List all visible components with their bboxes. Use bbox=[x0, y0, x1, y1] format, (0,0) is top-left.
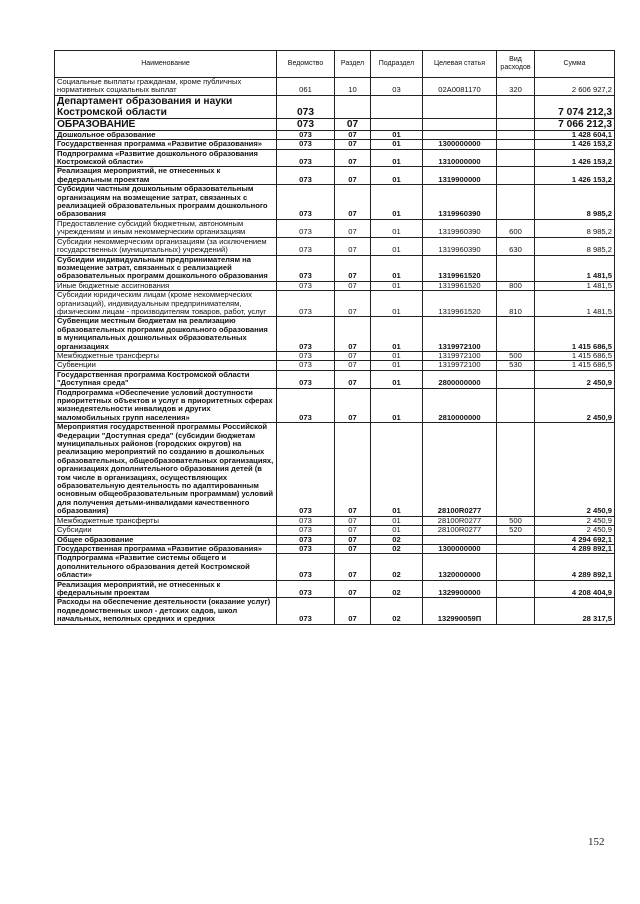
row-vedomstvo-cell: 073 bbox=[277, 516, 335, 525]
row-name-cell: Субсидии некоммерческим организациям (за исключением государственных (муниципальных) учреждений) bbox=[55, 237, 277, 255]
row-vid-cell bbox=[497, 317, 535, 352]
row-razdel-cell: 07 bbox=[335, 516, 371, 525]
row-summa-cell: 2 450,9 bbox=[535, 388, 615, 423]
row-razdel-cell: 07 bbox=[335, 351, 371, 360]
row-vid-cell: 500 bbox=[497, 351, 535, 360]
row-summa-cell: 2 450,9 bbox=[535, 423, 615, 516]
row-summa-cell: 1 415 686,5 bbox=[535, 361, 615, 370]
row-podrazdel-cell: 01 bbox=[371, 388, 423, 423]
row-name-cell: Субвенции местным бюджетам на реализацию образовательных программ дошкольного образования в муниципальных дошкольных образовательных организациях bbox=[55, 317, 277, 352]
header-vid: Вид расходов bbox=[497, 51, 535, 78]
row-vedomstvo-cell: 073 bbox=[277, 317, 335, 352]
table-row bbox=[55, 167, 615, 185]
table-row bbox=[55, 185, 615, 220]
row-name-cell: Предоставление субсидий бюджетным, автономным учреждениям и иным некоммерческим организациям bbox=[55, 219, 277, 237]
row-razdel-cell: 07 bbox=[335, 118, 371, 130]
row-vid-cell bbox=[497, 598, 535, 624]
row-razdel-cell: 07 bbox=[335, 370, 371, 388]
header-razdel: Раздел bbox=[335, 51, 371, 78]
row-summa-cell: 7 074 212,3 bbox=[535, 95, 615, 118]
row-razdel-cell: 07 bbox=[335, 423, 371, 516]
row-razdel-cell: 07 bbox=[335, 281, 371, 290]
row-podrazdel-cell: 01 bbox=[371, 317, 423, 352]
row-celevaya-cell: 1300000000 bbox=[423, 140, 497, 149]
table-row bbox=[55, 291, 615, 317]
row-celevaya-cell: 1319972100 bbox=[423, 361, 497, 370]
row-name-cell: Субсидии bbox=[55, 526, 277, 535]
header-summa: Сумма bbox=[535, 51, 615, 78]
row-vid-cell: 630 bbox=[497, 237, 535, 255]
row-celevaya-cell: 2800000000 bbox=[423, 370, 497, 388]
row-name-cell: Государственная программа Костромской области "Доступная среда" bbox=[55, 370, 277, 388]
row-vid-cell bbox=[497, 255, 535, 281]
row-vedomstvo-cell: 073 bbox=[277, 370, 335, 388]
row-celevaya-cell: 02А0081170 bbox=[423, 78, 497, 96]
row-vedomstvo-cell: 073 bbox=[277, 361, 335, 370]
row-name-cell: Расходы на обеспечение деятельности (оказание услуг) подведомственных школ - детских садов, школ начальных, неполных средних и средних bbox=[55, 598, 277, 624]
row-name-cell: Дошкольное образование bbox=[55, 130, 277, 139]
table-row bbox=[55, 130, 615, 139]
row-summa-cell: 1 426 153,2 bbox=[535, 167, 615, 185]
row-vid-cell bbox=[497, 544, 535, 553]
row-celevaya-cell: 28100R0277 bbox=[423, 423, 497, 516]
row-razdel-cell: 07 bbox=[335, 185, 371, 220]
row-name-cell: ОБРАЗОВАНИЕ bbox=[55, 118, 277, 130]
row-summa-cell: 1 426 153,2 bbox=[535, 140, 615, 149]
row-vid-cell: 520 bbox=[497, 526, 535, 535]
table-row bbox=[55, 317, 615, 352]
row-podrazdel-cell: 01 bbox=[371, 140, 423, 149]
row-name-cell: Подпрограмма «Обеспечение условий доступности приоритетных объектов и услуг в приоритетных сферах жизнедеятельности инвалидов и других маломобильных групп населения» bbox=[55, 388, 277, 423]
row-celevaya-cell: 1319972100 bbox=[423, 351, 497, 360]
row-vid-cell bbox=[497, 554, 535, 580]
row-podrazdel-cell: 01 bbox=[371, 130, 423, 139]
row-summa-cell: 4 208 404,9 bbox=[535, 580, 615, 598]
row-vedomstvo-cell: 073 bbox=[277, 535, 335, 544]
row-vedomstvo-cell: 073 bbox=[277, 598, 335, 624]
row-celevaya-cell: 1319960390 bbox=[423, 237, 497, 255]
row-vid-cell bbox=[497, 370, 535, 388]
row-name-cell: Государственная программа «Развитие образования» bbox=[55, 544, 277, 553]
row-celevaya-cell bbox=[423, 95, 497, 118]
row-name-cell: Межбюджетные трансферты bbox=[55, 516, 277, 525]
row-summa-cell: 4 289 892,1 bbox=[535, 554, 615, 580]
row-summa-cell: 8 985,2 bbox=[535, 219, 615, 237]
row-name-cell: Подпрограмма «Развитие дошкольного образования Костромской области» bbox=[55, 149, 277, 167]
row-name-cell: Субвенции bbox=[55, 361, 277, 370]
row-podrazdel-cell bbox=[371, 118, 423, 130]
row-podrazdel-cell: 02 bbox=[371, 554, 423, 580]
table-row bbox=[55, 237, 615, 255]
table-row bbox=[55, 516, 615, 525]
row-vedomstvo-cell: 073 bbox=[277, 95, 335, 118]
table-row bbox=[55, 554, 615, 580]
row-vedomstvo-cell: 073 bbox=[277, 219, 335, 237]
row-summa-cell: 1 415 686,5 bbox=[535, 317, 615, 352]
table-row bbox=[55, 580, 615, 598]
row-vid-cell: 500 bbox=[497, 516, 535, 525]
row-vid-cell: 600 bbox=[497, 219, 535, 237]
row-name-cell: Социальные выплаты гражданам, кроме публичных нормативных социальных выплат bbox=[55, 78, 277, 96]
row-name-cell: Государственная программа «Развитие образования» bbox=[55, 140, 277, 149]
row-podrazdel-cell: 01 bbox=[371, 219, 423, 237]
table-row bbox=[55, 370, 615, 388]
row-vid-cell bbox=[497, 130, 535, 139]
row-razdel-cell: 07 bbox=[335, 580, 371, 598]
row-summa-cell: 4 294 692,1 bbox=[535, 535, 615, 544]
table-body bbox=[55, 78, 615, 625]
row-vid-cell: 530 bbox=[497, 361, 535, 370]
row-celevaya-cell: 28100R0277 bbox=[423, 516, 497, 525]
row-vid-cell bbox=[497, 118, 535, 130]
row-summa-cell: 1 481,5 bbox=[535, 255, 615, 281]
row-celevaya-cell: 1329900000 bbox=[423, 580, 497, 598]
row-razdel-cell: 07 bbox=[335, 149, 371, 167]
row-celevaya-cell: 1319960390 bbox=[423, 185, 497, 220]
row-celevaya-cell: 1319900000 bbox=[423, 167, 497, 185]
row-podrazdel-cell: 03 bbox=[371, 78, 423, 96]
row-razdel-cell: 07 bbox=[335, 526, 371, 535]
row-podrazdel-cell: 01 bbox=[371, 351, 423, 360]
row-podrazdel-cell: 02 bbox=[371, 544, 423, 553]
row-celevaya-cell bbox=[423, 130, 497, 139]
row-summa-cell: 2 450,9 bbox=[535, 516, 615, 525]
table-row bbox=[55, 535, 615, 544]
row-vid-cell bbox=[497, 423, 535, 516]
row-podrazdel-cell: 01 bbox=[371, 291, 423, 317]
table-row bbox=[55, 544, 615, 553]
row-vedomstvo-cell: 073 bbox=[277, 281, 335, 290]
row-vedomstvo-cell: 073 bbox=[277, 544, 335, 553]
row-vedomstvo-cell: 073 bbox=[277, 423, 335, 516]
table-row bbox=[55, 78, 615, 96]
row-podrazdel-cell: 01 bbox=[371, 185, 423, 220]
row-summa-cell: 8 985,2 bbox=[535, 185, 615, 220]
row-name-cell: Мероприятия государственной программы Российской Федерации "Доступная среда" (субсидии бюджетам муниципальных районов (городских округов) на реализацию мероприятий по созданию в дошкольных образовательных, общеобразовательных организациях, организациях дополнительного образования детей (в том числе в организациях, осуществляющих образовательную деятельность по адаптированным основным общеобразовательным программам) условий для получения детьми-инвалидами качественного образования) bbox=[55, 423, 277, 516]
row-vedomstvo-cell: 073 bbox=[277, 580, 335, 598]
row-name-cell: Подпрограмма «Развитие системы общего и дополнительного образования детей Костромской области» bbox=[55, 554, 277, 580]
row-razdel-cell: 07 bbox=[335, 167, 371, 185]
row-vid-cell bbox=[497, 185, 535, 220]
table-row bbox=[55, 118, 615, 130]
table-row bbox=[55, 281, 615, 290]
row-vid-cell bbox=[497, 149, 535, 167]
table-row bbox=[55, 219, 615, 237]
header-name: Наименование bbox=[55, 51, 277, 78]
row-vedomstvo-cell: 061 bbox=[277, 78, 335, 96]
row-podrazdel-cell: 01 bbox=[371, 516, 423, 525]
row-podrazdel-cell: 01 bbox=[371, 149, 423, 167]
row-razdel-cell: 07 bbox=[335, 317, 371, 352]
page-number: 152 bbox=[588, 836, 605, 848]
table-row bbox=[55, 140, 615, 149]
row-vedomstvo-cell: 073 bbox=[277, 237, 335, 255]
row-podrazdel-cell: 01 bbox=[371, 281, 423, 290]
row-celevaya-cell: 28100R0277 bbox=[423, 526, 497, 535]
header-celevaya: Целевая статья bbox=[423, 51, 497, 78]
row-summa-cell: 4 289 892,1 bbox=[535, 544, 615, 553]
row-razdel-cell: 07 bbox=[335, 535, 371, 544]
row-razdel-cell: 07 bbox=[335, 544, 371, 553]
row-summa-cell: 2 450,9 bbox=[535, 526, 615, 535]
header-vedomstvo: Ведомство bbox=[277, 51, 335, 78]
row-vid-cell: 800 bbox=[497, 281, 535, 290]
table-row bbox=[55, 95, 615, 118]
row-name-cell: Общее образование bbox=[55, 535, 277, 544]
table-row bbox=[55, 526, 615, 535]
row-razdel-cell: 07 bbox=[335, 598, 371, 624]
row-summa-cell: 8 985,2 bbox=[535, 237, 615, 255]
row-celevaya-cell: 1319961520 bbox=[423, 291, 497, 317]
row-vid-cell bbox=[497, 535, 535, 544]
row-celevaya-cell: 1300000000 bbox=[423, 544, 497, 553]
row-summa-cell: 28 317,5 bbox=[535, 598, 615, 624]
budget-table bbox=[54, 50, 615, 625]
row-summa-cell: 1 481,5 bbox=[535, 281, 615, 290]
row-name-cell: Субсидии юридическим лицам (кроме некоммерческих организаций), индивидуальным предпринимателям, физическим лицам - производителям товаров, работ, услуг bbox=[55, 291, 277, 317]
row-celevaya-cell bbox=[423, 118, 497, 130]
row-vid-cell bbox=[497, 580, 535, 598]
table-row bbox=[55, 598, 615, 624]
row-celevaya-cell: 132990059П bbox=[423, 598, 497, 624]
row-razdel-cell bbox=[335, 95, 371, 118]
row-podrazdel-cell: 01 bbox=[371, 526, 423, 535]
row-name-cell: Субсидии частным дошкольным образовательным организациям на возмещение затрат, связанных с реализацией образовательных программ дошкольного образования bbox=[55, 185, 277, 220]
row-celevaya-cell: 1310000000 bbox=[423, 149, 497, 167]
row-vid-cell bbox=[497, 95, 535, 118]
row-podrazdel-cell: 02 bbox=[371, 598, 423, 624]
row-podrazdel-cell: 01 bbox=[371, 255, 423, 281]
row-vid-cell bbox=[497, 388, 535, 423]
row-celevaya-cell: 1319961520 bbox=[423, 255, 497, 281]
row-razdel-cell: 07 bbox=[335, 237, 371, 255]
table-row bbox=[55, 423, 615, 516]
row-vedomstvo-cell: 073 bbox=[277, 554, 335, 580]
row-vedomstvo-cell: 073 bbox=[277, 140, 335, 149]
header-podrazdel: Подраздел bbox=[371, 51, 423, 78]
budget-sheet bbox=[54, 50, 614, 625]
row-vedomstvo-cell: 073 bbox=[277, 388, 335, 423]
row-vedomstvo-cell: 073 bbox=[277, 255, 335, 281]
table-row bbox=[55, 388, 615, 423]
row-podrazdel-cell: 01 bbox=[371, 361, 423, 370]
row-razdel-cell: 07 bbox=[335, 388, 371, 423]
row-vedomstvo-cell: 073 bbox=[277, 130, 335, 139]
row-vedomstvo-cell: 073 bbox=[277, 291, 335, 317]
row-celevaya-cell: 1319961520 bbox=[423, 281, 497, 290]
row-vid-cell: 810 bbox=[497, 291, 535, 317]
row-podrazdel-cell: 01 bbox=[371, 370, 423, 388]
row-podrazdel-cell: 01 bbox=[371, 167, 423, 185]
row-name-cell: Иные бюджетные ассигнования bbox=[55, 281, 277, 290]
row-summa-cell: 1 481,5 bbox=[535, 291, 615, 317]
row-vedomstvo-cell: 073 bbox=[277, 351, 335, 360]
row-name-cell: Реализация мероприятий, не отнесенных к федеральным проектам bbox=[55, 580, 277, 598]
row-podrazdel-cell: 02 bbox=[371, 535, 423, 544]
row-vedomstvo-cell: 073 bbox=[277, 526, 335, 535]
row-celevaya-cell: 1319972100 bbox=[423, 317, 497, 352]
row-razdel-cell: 07 bbox=[335, 291, 371, 317]
row-razdel-cell: 07 bbox=[335, 140, 371, 149]
row-summa-cell: 1 415 686,5 bbox=[535, 351, 615, 360]
row-podrazdel-cell: 01 bbox=[371, 237, 423, 255]
row-podrazdel-cell bbox=[371, 95, 423, 118]
table-header-row bbox=[55, 51, 615, 78]
row-vid-cell: 320 bbox=[497, 78, 535, 96]
table-row bbox=[55, 361, 615, 370]
row-name-cell: Субсидии индивидуальным предпринимателям на возмещение затрат, связанных с реализацией образовательных программ дошкольного образования bbox=[55, 255, 277, 281]
row-celevaya-cell: 1319960390 bbox=[423, 219, 497, 237]
row-vedomstvo-cell: 073 bbox=[277, 149, 335, 167]
row-celevaya-cell bbox=[423, 535, 497, 544]
table-row bbox=[55, 351, 615, 360]
row-vedomstvo-cell: 073 bbox=[277, 118, 335, 130]
row-name-cell: Реализация мероприятий, не отнесенных к федеральным проектам bbox=[55, 167, 277, 185]
row-razdel-cell: 07 bbox=[335, 255, 371, 281]
row-summa-cell: 1 428 604,1 bbox=[535, 130, 615, 139]
row-podrazdel-cell: 01 bbox=[371, 423, 423, 516]
row-summa-cell: 2 606 927,2 bbox=[535, 78, 615, 96]
row-summa-cell: 2 450,9 bbox=[535, 370, 615, 388]
row-summa-cell: 1 426 153,2 bbox=[535, 149, 615, 167]
row-celevaya-cell: 2810000000 bbox=[423, 388, 497, 423]
row-summa-cell: 7 066 212,3 bbox=[535, 118, 615, 130]
row-razdel-cell: 07 bbox=[335, 361, 371, 370]
row-vid-cell bbox=[497, 140, 535, 149]
table-row bbox=[55, 149, 615, 167]
row-razdel-cell: 10 bbox=[335, 78, 371, 96]
table-row bbox=[55, 255, 615, 281]
row-razdel-cell: 07 bbox=[335, 130, 371, 139]
row-podrazdel-cell: 02 bbox=[371, 580, 423, 598]
row-celevaya-cell: 1320000000 bbox=[423, 554, 497, 580]
row-vedomstvo-cell: 073 bbox=[277, 185, 335, 220]
row-vedomstvo-cell: 073 bbox=[277, 167, 335, 185]
row-razdel-cell: 07 bbox=[335, 219, 371, 237]
row-razdel-cell: 07 bbox=[335, 554, 371, 580]
row-name-cell: Межбюджетные трансферты bbox=[55, 351, 277, 360]
row-vid-cell bbox=[497, 167, 535, 185]
row-name-cell: Департамент образования и науки Костромской области bbox=[55, 95, 277, 118]
